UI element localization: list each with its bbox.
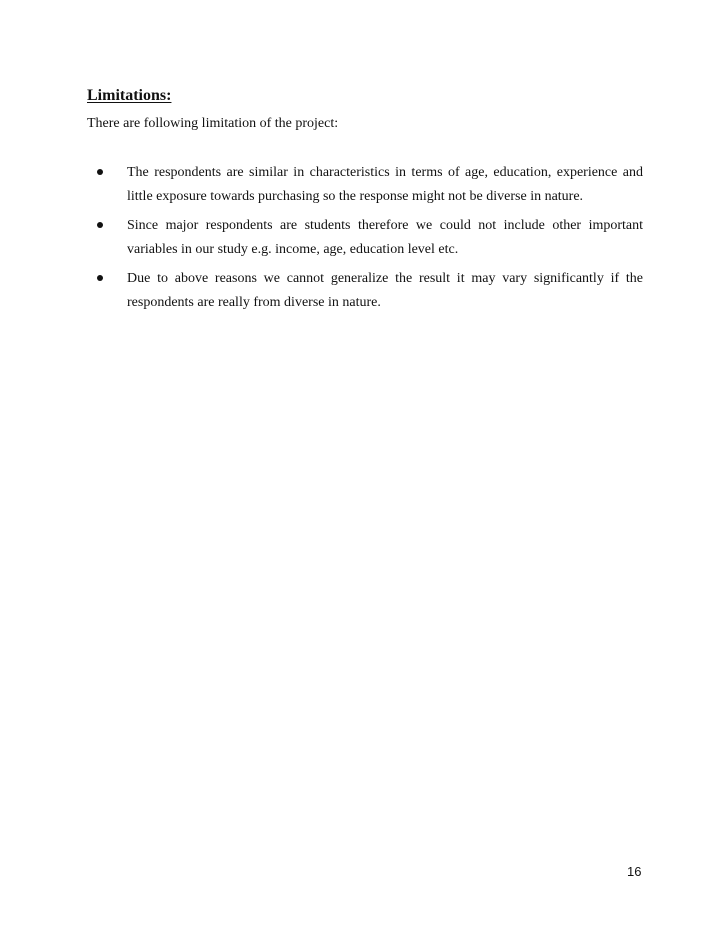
list-item-text: Due to above reasons we cannot generalize the result it may vary significantly if the respondents are really from diverse in nature. bbox=[127, 271, 643, 310]
limitations-list bbox=[93, 161, 643, 320]
list-item-text: Since major respondents are students therefore we could not include other important variables in our study e.g. income, age, education level etc. bbox=[127, 218, 643, 257]
page-number: 16 bbox=[627, 864, 642, 879]
bullet-icon bbox=[97, 169, 103, 175]
bullet-icon bbox=[97, 222, 103, 228]
intro-paragraph: There are following limitation of the project: bbox=[87, 116, 339, 131]
bullet-icon bbox=[97, 275, 103, 281]
list-item bbox=[93, 214, 643, 262]
section-heading: Limitations: bbox=[87, 87, 172, 104]
list-item bbox=[93, 161, 643, 209]
list-item-text: The respondents are similar in characteristics in terms of age, education, experience and little exposure towards purchasing so the response might not be diverse in nature. bbox=[127, 165, 643, 204]
list-item bbox=[93, 267, 643, 315]
